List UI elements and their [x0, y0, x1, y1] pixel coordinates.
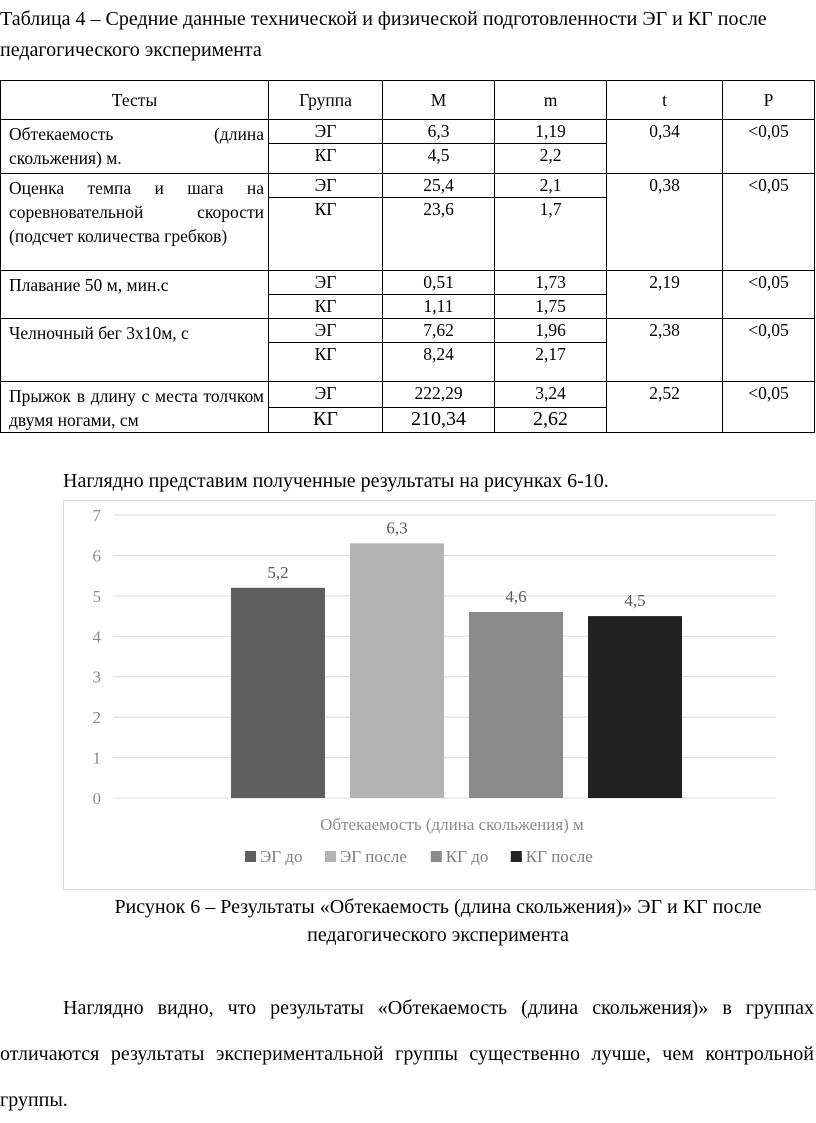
table-row	[1, 120, 815, 144]
y-tick-label: 7	[92, 506, 101, 525]
bar-chart	[63, 500, 816, 890]
group-cell: ЭГ	[269, 271, 383, 295]
group-cell: ЭГ	[269, 319, 383, 343]
figure-caption: Рисунок 6 – Результаты «Обтекаемость (длина скольжения)» ЭГ и КГ после педагогического эксперимента	[114, 896, 762, 946]
error-cell: 2,1	[495, 174, 607, 198]
legend-label: КГ до	[445, 847, 489, 866]
error-cell: 1,96	[495, 319, 607, 343]
t-cell: 2,38	[607, 319, 723, 382]
test-name: Плавание 50 м, мин.с	[1, 271, 269, 319]
error-cell: 1,73	[495, 271, 607, 295]
mean-cell: 25,4	[383, 174, 495, 198]
error-cell: 1,19	[495, 120, 607, 144]
p-cell: <0,05	[723, 271, 815, 319]
error-cell: 1,75	[495, 295, 607, 319]
legend-label: КГ после	[525, 847, 593, 866]
y-tick-label: 1	[92, 748, 101, 768]
bar-data-label: 5,2	[267, 562, 289, 582]
bar	[350, 543, 444, 798]
group-cell: КГ	[269, 295, 383, 319]
bar-data-label: 4,6	[505, 587, 527, 607]
mean-cell: 7,62	[383, 319, 495, 343]
t-cell: 0,38	[607, 174, 723, 271]
results-table	[0, 80, 815, 433]
y-tick-label: 2	[92, 708, 101, 728]
y-tick-label: 5	[92, 586, 101, 606]
mean-cell: 4,5	[383, 144, 495, 174]
y-tick-label: 3	[92, 667, 101, 687]
mean-cell: 222,29	[383, 382, 495, 408]
bar	[231, 588, 325, 798]
bar	[469, 612, 563, 798]
header-mean: M	[383, 81, 495, 120]
test-name: Прыжок в длину с места толчком двумя ногами, см	[1, 382, 269, 433]
p-cell: <0,05	[723, 120, 815, 174]
intro-paragraph: Наглядно представим полученные результаты на рисунках 6-10.	[63, 470, 609, 492]
mean-cell: 6,3	[383, 120, 495, 144]
table-row	[1, 174, 815, 198]
group-cell: КГ	[269, 407, 383, 433]
mean-cell: 8,24	[383, 343, 495, 382]
header-error: m	[495, 81, 607, 120]
legend-swatch	[431, 851, 442, 862]
group-cell: КГ	[269, 198, 383, 271]
legend-swatch	[245, 851, 256, 862]
legend-label: ЭГ до	[260, 847, 303, 866]
group-cell: ЭГ	[269, 174, 383, 198]
group-cell: КГ	[269, 343, 383, 382]
table-row	[1, 271, 815, 295]
error-cell: 2,2	[495, 144, 607, 174]
header-p: P	[723, 81, 815, 120]
mean-cell: 1,11	[383, 295, 495, 319]
legend-label: ЭГ после	[340, 847, 407, 866]
test-name: Обтекаемость (длина скольжения) м.	[1, 120, 269, 174]
legend-swatch	[511, 851, 522, 862]
mean-cell: 210,34	[383, 407, 495, 433]
table-row	[1, 382, 815, 408]
t-cell: 0,34	[607, 120, 723, 174]
table-caption: Таблица 4 – Средние данные технической и физической подготовленности ЭГ и КГ после педагогического эксперимента	[0, 8, 767, 61]
t-cell: 2,19	[607, 271, 723, 319]
y-tick-label: 4	[92, 627, 101, 647]
x-axis-label: Обтекаемость (длина скольжения) м	[320, 815, 584, 834]
table-row	[1, 319, 815, 343]
test-name: Оценка темпа и шага на соревновательной скорости (подсчет количества гребков)	[1, 174, 269, 271]
header-tests: Тесты	[1, 81, 269, 120]
mean-cell: 23,6	[383, 198, 495, 271]
group-cell: ЭГ	[269, 382, 383, 408]
conclusion-paragraph	[0, 985, 814, 1123]
error-cell: 1,7	[495, 198, 607, 271]
group-cell: ЭГ	[269, 120, 383, 144]
error-cell: 2,62	[495, 407, 607, 433]
test-name: Челночный бег 3х10м, с	[1, 319, 269, 382]
mean-cell: 0,51	[383, 271, 495, 295]
bar-data-label: 6,3	[386, 518, 408, 538]
conclusion-text: Наглядно видно, что результаты «Обтекаемость (длина скольжения)» в группах отличаются результаты экспериментальной группы существенно лучше, чем контрольной группы.	[0, 997, 814, 1111]
y-tick-label: 0	[92, 789, 101, 808]
legend-swatch	[325, 851, 336, 862]
t-cell: 2,52	[607, 382, 723, 433]
table-header-row	[1, 81, 815, 120]
bar-data-label: 4,5	[624, 591, 646, 611]
error-cell: 3,24	[495, 382, 607, 408]
group-cell: КГ	[269, 144, 383, 174]
bar	[588, 616, 682, 798]
p-cell: <0,05	[723, 382, 815, 433]
p-cell: <0,05	[723, 174, 815, 271]
header-group: Группа	[269, 81, 383, 120]
y-tick-label: 6	[92, 546, 101, 566]
header-t: t	[607, 81, 723, 120]
error-cell: 2,17	[495, 343, 607, 382]
p-cell: <0,05	[723, 319, 815, 382]
